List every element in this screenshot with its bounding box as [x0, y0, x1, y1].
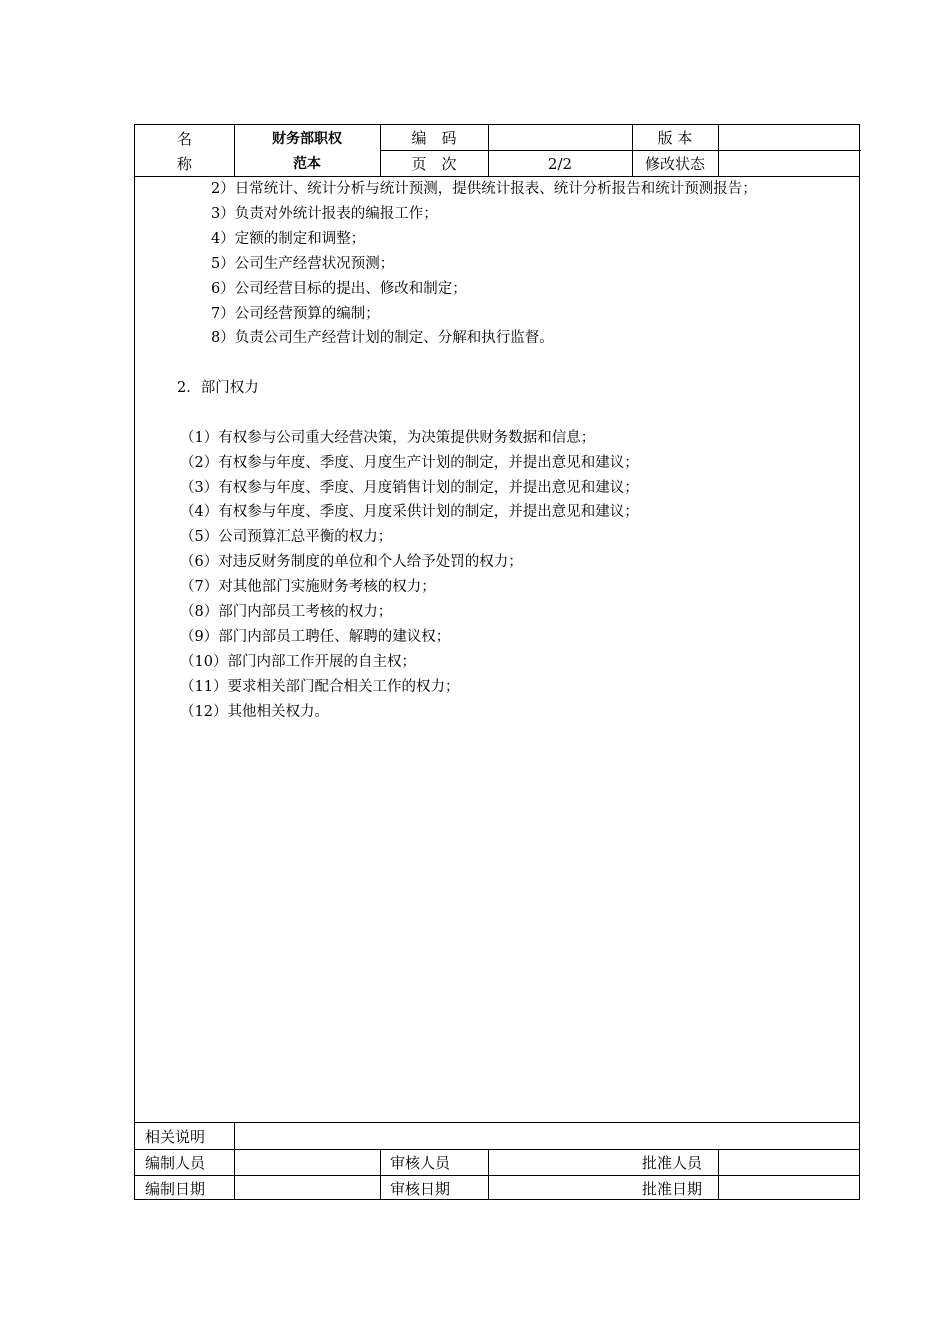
- approve-date-label: 批准日期: [642, 1179, 703, 1198]
- approver-label: 批准人员: [642, 1153, 703, 1172]
- reviewer-value: [488, 1149, 632, 1175]
- code-label: 编 码: [411, 129, 457, 147]
- code-value: [488, 125, 632, 150]
- doc-title-line1: 财务部职权: [272, 131, 342, 147]
- list-item: （12）其他相关权力。: [180, 704, 329, 720]
- version-value: [718, 125, 861, 150]
- list-item: （1）有权参与公司重大经营决策，为决策提供财务数据和信息；: [180, 430, 596, 446]
- list-item: 2）日常统计、统计分析与统计预测，提供统计报表、统计分析报告和统计预测报告；: [211, 181, 757, 197]
- page-label: 页 次: [411, 155, 457, 173]
- preparer-value: [234, 1149, 380, 1175]
- notes-label: 相关说明: [145, 1127, 206, 1146]
- list-item: 5）公司生产经营状况预测；: [211, 256, 395, 272]
- review-date-value: [488, 1175, 632, 1201]
- name-label-line1: 名: [176, 129, 192, 148]
- list-item: 8）负责公司生产经营计划的制定、分解和执行监督。: [211, 330, 554, 346]
- revision-label: 修改状态: [644, 155, 705, 173]
- footer-row-dates: [135, 1175, 859, 1201]
- preparer-label: 编制人员: [145, 1153, 206, 1172]
- form-footer: [135, 1122, 859, 1200]
- review-date-label: 审核日期: [390, 1179, 451, 1198]
- list-item: 4）定额的制定和调整；: [211, 231, 366, 247]
- list-item: 7）公司经营预算的编制；: [211, 306, 380, 322]
- list-item: （8）部门内部员工考核的权力；: [180, 604, 393, 620]
- document-form: [134, 124, 860, 1200]
- notes-value: [234, 1123, 861, 1149]
- approver-value: [718, 1149, 861, 1175]
- list-item: （5）公司预算汇总平衡的权力；: [180, 529, 393, 545]
- footer-row-notes: [135, 1123, 859, 1150]
- list-item: （10）部门内部工作开展的自主权；: [180, 654, 416, 670]
- list-item: 6）公司经营目标的提出、修改和制定；: [211, 281, 467, 297]
- form-header: [135, 125, 859, 177]
- list-item: 3）负责对外统计报表的编报工作；: [211, 206, 438, 222]
- doc-title-line2: 范本: [293, 156, 321, 172]
- version-label: 版 本: [657, 129, 693, 147]
- section-title: 2．部门权力: [177, 380, 259, 396]
- list-item: （4）有权参与年度、季度、月度采供计划的制定，并提出意见和建议；: [180, 504, 639, 520]
- list-item: （7）对其他部门实施财务考核的权力；: [180, 579, 436, 595]
- list-item: （3）有权参与年度、季度、月度销售计划的制定，并提出意见和建议；: [180, 480, 639, 496]
- name-label-line2: 称: [176, 154, 192, 173]
- page-value: 2/2: [547, 154, 573, 173]
- list-item: （9）部门内部员工聘任、解聘的建议权；: [180, 629, 451, 645]
- revision-value: [718, 151, 861, 176]
- list-item: （11）要求相关部门配合相关工作的权力；: [180, 679, 460, 695]
- approve-date-value: [718, 1175, 861, 1201]
- footer-row-staff: [135, 1149, 859, 1176]
- prep-date-value: [234, 1175, 380, 1201]
- reviewer-label: 审核人员: [390, 1153, 451, 1172]
- list-item: （2）有权参与年度、季度、月度生产计划的制定，并提出意见和建议；: [180, 455, 639, 471]
- prep-date-label: 编制日期: [145, 1179, 206, 1198]
- list-item: （6）对违反财务制度的单位和个人给予处罚的权力；: [180, 554, 523, 570]
